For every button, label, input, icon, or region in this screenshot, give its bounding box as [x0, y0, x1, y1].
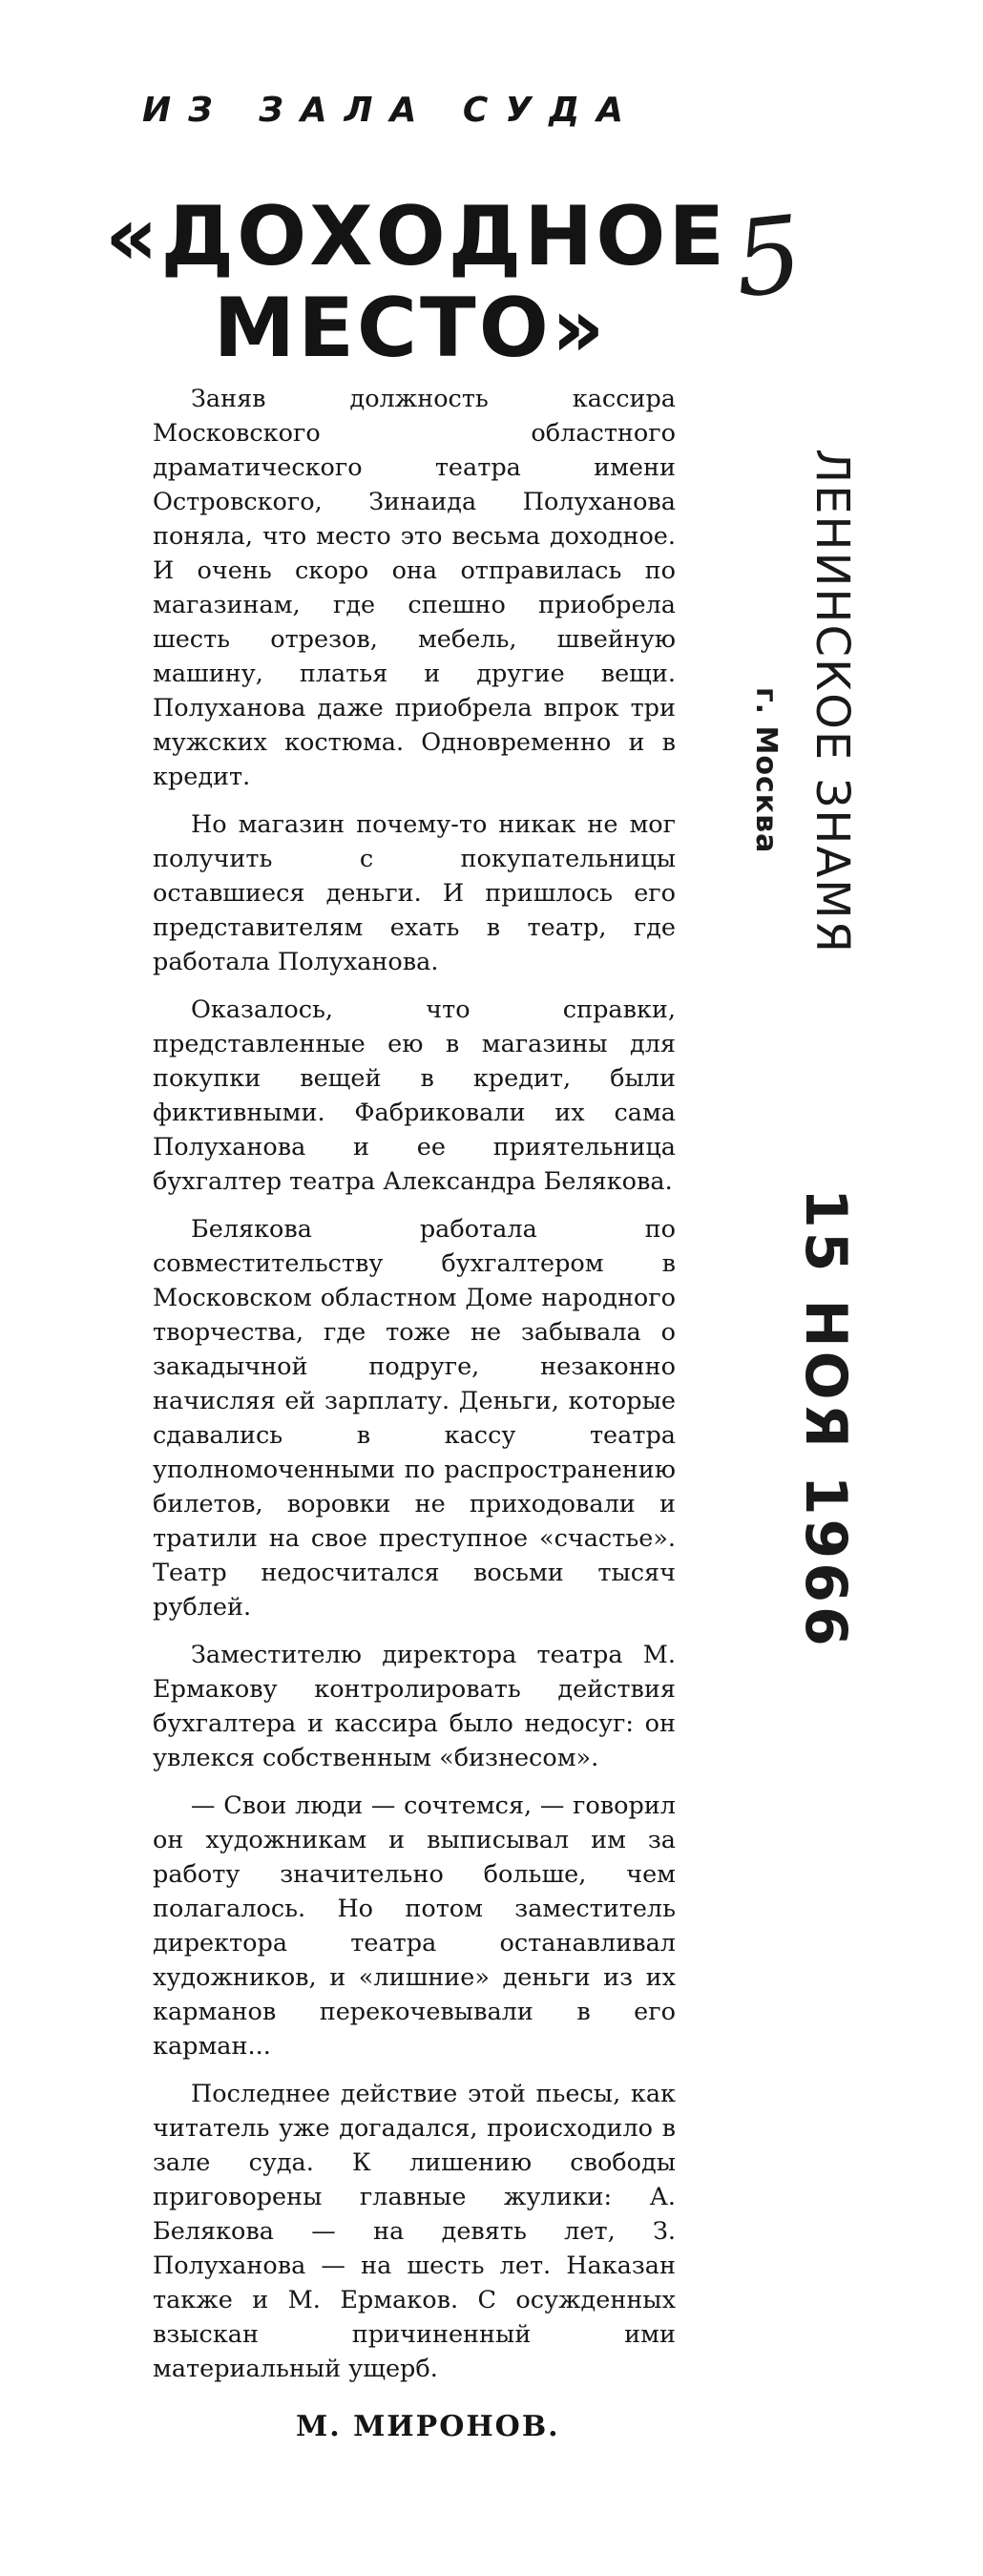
headline-line-2: МЕСТО» [213, 281, 608, 376]
stamp-newspaper-name: ЛЕНИНСКОЕ ЗНАМЯ [805, 449, 859, 954]
article-paragraph-1: Заняв должность кассира Московского областного драматического театра имени Островского, Зинаида Полуханова поняла, что место это весьма доходное. И очень скоро она отправилась по магазинам, где спешно приобрела шесть отрезов, мебель, швейную машину, платья и другие вещи. Полуханова даже приобрела впрок три мужских костюма. Одновременно и в кредит. [153, 385, 676, 791]
article-paragraph-4: Белякова работала по совместительству бухгалтером в Московском областном Доме народного творчества, где тоже не забывала о закадычной подруге, незаконно начисляя ей зарплату. Деньги, которые сдавались в кассу театра уполномоченными по распространению билетов, воровки не приходовали и тратили на свое преступное «счастье». Театр недосчитался восьми тысяч рублей. [153, 1215, 676, 1622]
headline-line-1: «ДОХОДНОЕ [105, 189, 728, 284]
article-paragraph-5: Заместителю директора театра М. Ермакову контролировать действия бухгалтера и кассира было недосуг: он увлекся собственным «бизнесом». [153, 1641, 676, 1772]
handwritten-number: 5 [728, 192, 808, 322]
article-paragraph-6: — Свои люди — сочтемся, — говорил он художникам и выписывал им за работу значительно больше, чем полагалось. Но потом заместитель директора театра останавливал художников, и «лишние» деньги из их карманов перекочевывали в его карман... [153, 1791, 676, 2061]
article-body [153, 382, 676, 2399]
article-paragraph-2: Но магазин почему-то никак не мог получить с покупательницы оставшиеся деньги. И пришлось его представителям ехать в театр, где работала Полуханова. [153, 810, 676, 976]
stamp-city: г. Москва [749, 687, 783, 854]
author-signature: М. МИРОНОВ. [296, 2410, 560, 2443]
article-paragraph-7: Последнее действие этой пьесы, как читатель уже догадался, происходило в зале суда. К лишению свободы приговорены главные жулики: А. Белякова — на девять лет, З. Полуханова — на шесть лет. Наказан также и М. Ермаков. С осужденных взыскан причиненный ими материальный ущерб. [153, 2080, 676, 2383]
rubric-heading: ИЗ ЗАЛА СУДА [141, 91, 641, 130]
article-paragraph-3: Оказалось, что справки, представленные ею в магазины для покупки вещей в кредит, были фиктивными. Фабриковали их сама Полуханова и ее приятельница бухгалтер театра Александра Белякова. [153, 995, 676, 1196]
article-headline [105, 189, 728, 376]
stamp-date: 15 НОЯ 1966 [792, 1188, 859, 1650]
